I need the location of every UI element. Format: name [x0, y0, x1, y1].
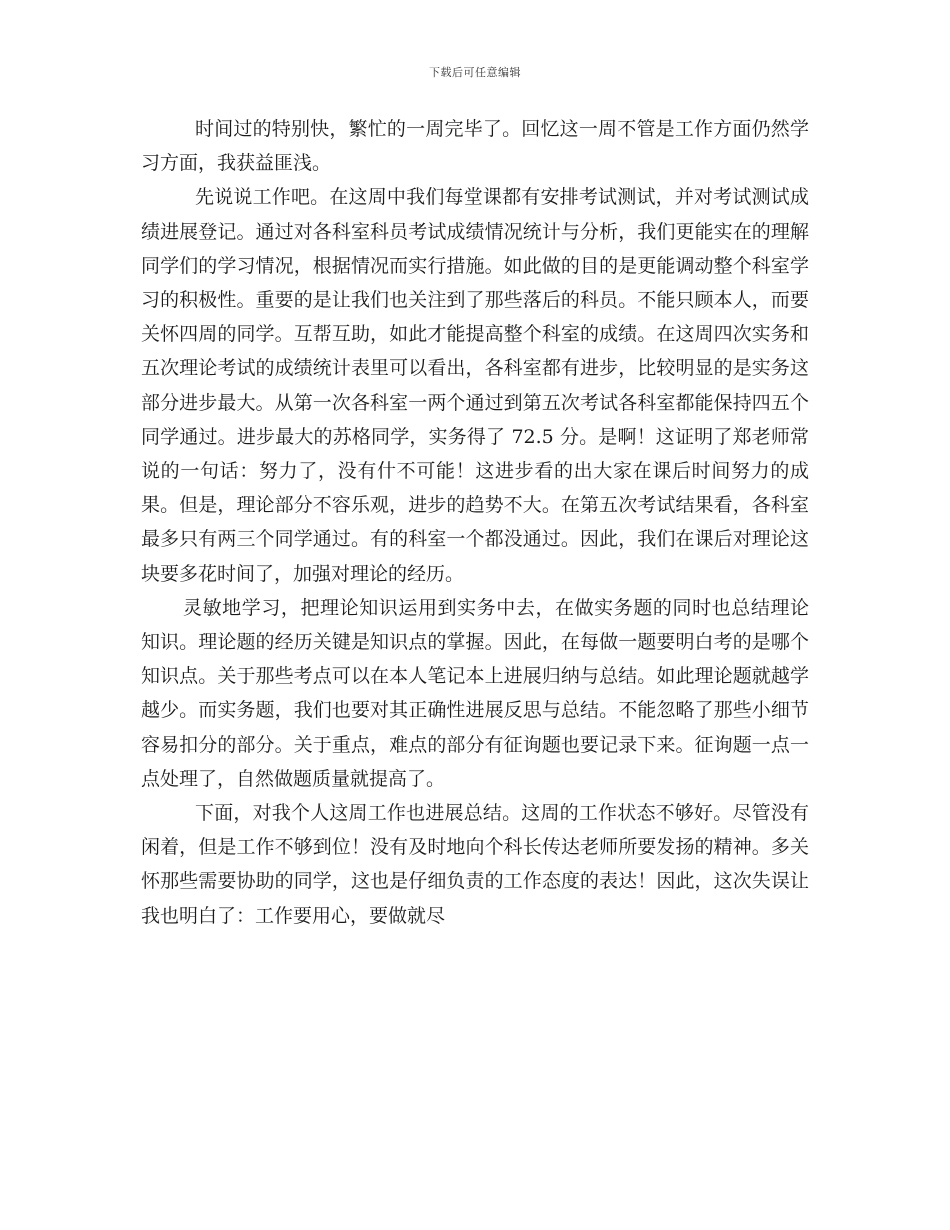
paragraph-study: 灵敏地学习，把理论知识运用到实务中去，在做实务题的同时也总结理论知识。理论题的经历关键是知识点的掌握。因此，在每做一题要明白考的是哪个知识点。关于那些考点可以在本人笔记本上进展归纳与总结。如此理论题就越学越少。而实务题，我们也要对其正确性进展反思与总结。不能忽略了那些小细节容易扣分的部分。关于重点，难点的部分有征询题也要记录下来。征询题一点一点处理了，自然做题质量就提高了。: [141, 596, 809, 790]
document-body: [141, 112, 809, 933]
paragraph-intro: 时间过的特别快，繁忙的一周完毕了。回忆这一周不管是工作方面仍然学习方面，我获益匪浅。: [141, 118, 809, 175]
page-header: 下载后可任意编辑: [429, 66, 521, 79]
paragraph-self-review: 下面，对我个人这周工作也进展总结。这周的工作状态不够好。尽管没有闲着，但是工作不够到位！没有及时地向个科长传达老师所要发扬的精神。多关怀那些需要协助的同学，这也是仔细负责的工作态度的表达！因此，这次失误让我也明白了：工作要用心，要做就尽: [141, 802, 809, 927]
paragraph-work: 先说说工作吧。在这周中我们每堂课都有安排考试测试，并对考试测试成绩进展登记。通过对各科室科员考试成绩情况统计与分析，我们更能实在的理解同学们的学习情况，根据情况而实行措施。如此做的目的是更能调动整个科室学习的积极性。重要的是让我们也关注到了那些落后的科员。不能只顾本人，而要关怀四周的同学。互帮互助，如此才能提高整个科室的成绩。在这周四次实务和五次理论考试的成绩统计表里可以看出，各科室都有进步，比较明显的是实务这部分进步最大。从第一次各科室一两个通过到第五次考试各科室都能保持四五个同学通过。进步最大的苏格同学，实务得了 72.5 分。是啊！这证明了郑老师常说的一句话：努力了，没有什不可能！这进步看的出大家在课后时间努力的成果。但是，理论部分不容乐观，进步的趋势不大。在第五次考试结果看，各科室最多只有两三个同学通过。有的科室一个都没通过。因此，我们在课后对理论这块要多花时间了，加强对理论的经历。: [141, 186, 809, 585]
